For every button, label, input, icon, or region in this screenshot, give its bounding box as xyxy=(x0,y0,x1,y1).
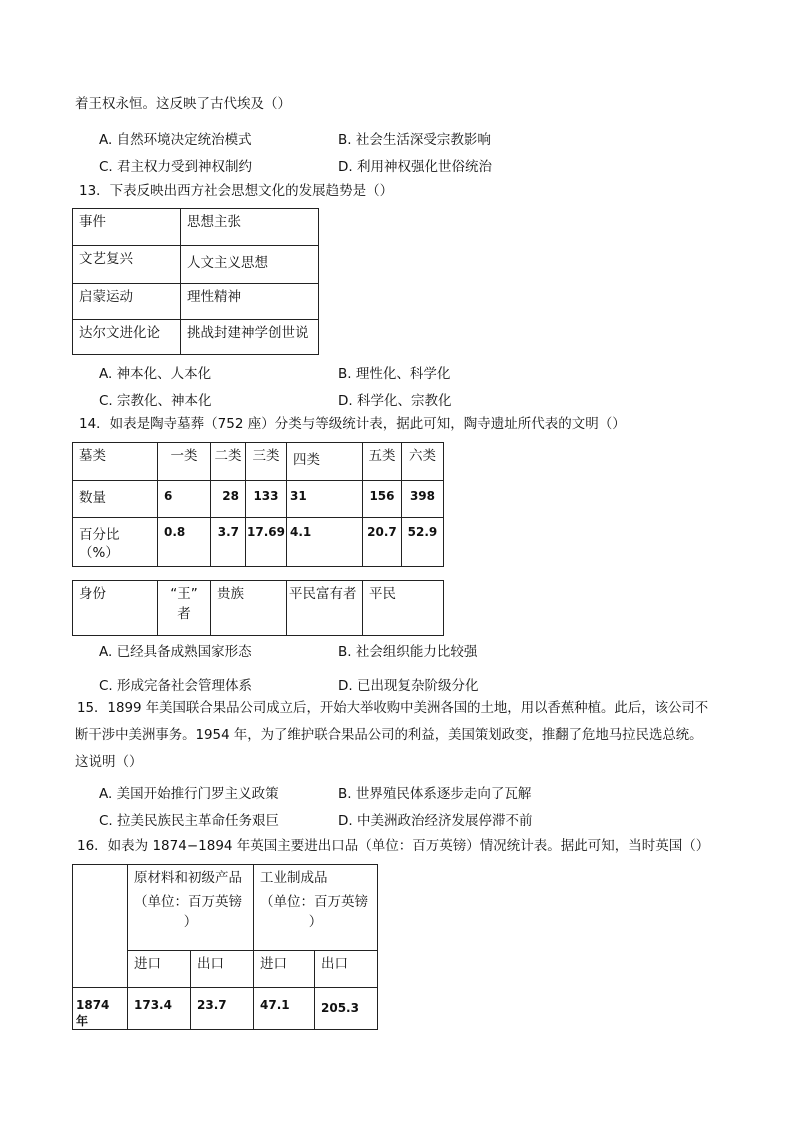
table-cell: 47.1 xyxy=(254,988,315,1030)
table-cell: 173.4 xyxy=(128,988,191,1030)
table-cell: 1874 年 xyxy=(73,988,128,1030)
q14-option-a[interactable]: A. 已经具备成熟国家形态 xyxy=(99,644,252,660)
q12-option-b[interactable]: B. 社会生活深受宗教影响 xyxy=(338,132,491,148)
q13-option-c[interactable]: C. 宗教化、神本化 xyxy=(99,393,212,409)
table-cell: 398 xyxy=(401,481,443,518)
table-cell: 事件 xyxy=(73,209,181,246)
table-cell: 达尔文进化论 xyxy=(73,320,181,355)
table-cell: 进口 xyxy=(128,951,191,988)
table-cell: 三类 xyxy=(246,443,287,481)
table-cell: 156 xyxy=(362,481,401,518)
table-cell: 17.69 xyxy=(246,518,287,567)
q14-option-d[interactable]: D. 已出现复杂阶级分化 xyxy=(338,678,479,694)
table-cell: 人文主义思想 xyxy=(181,246,319,284)
table-cell: 墓类 xyxy=(73,443,158,481)
table-cell: 3.7 xyxy=(211,518,246,567)
q12-stem-tail: 着王权永恒。这反映了古代埃及（） xyxy=(75,96,291,112)
q15-stem-line1: 15．1899 年美国联合果品公司成立后，开始大举收购中美洲各国的土地，用以香蕉种植。此后，该公司不 xyxy=(77,701,709,716)
table-cell: 四类 xyxy=(286,443,362,481)
q14-stem: 14．如表是陶寺墓葬（752 座）分类与等级统计表，据此可知，陶寺遗址所代表的文明（） xyxy=(79,416,626,432)
q16-stem: 16．如表为 1874−1894 年英国主要进出口品（单位：百万英镑）情况统计表。据此可知，当时英国（） xyxy=(77,838,710,854)
table-cell: 百分比（%） xyxy=(73,518,158,567)
q15-stem-line2: 断干涉中美洲事务。1954 年，为了维护联合果品公司的利益，美国策划政变，推翻了危地马拉民选总统。 xyxy=(75,728,703,743)
table-cell: 六类 xyxy=(401,443,443,481)
table-cell: 二类 xyxy=(211,443,246,481)
q14-table-counts xyxy=(72,442,444,567)
q13-option-b[interactable]: B. 理性化、科学化 xyxy=(338,366,451,382)
table-cell: 20.7 xyxy=(362,518,401,567)
q12-option-a[interactable]: A. 自然环境决定统治模式 xyxy=(99,132,252,148)
q16-table xyxy=(72,864,378,1030)
table-cell: 6 xyxy=(158,481,211,518)
q15-option-b[interactable]: B. 世界殖民体系逐步走向了瓦解 xyxy=(338,786,532,802)
table-cell: 133 xyxy=(246,481,287,518)
q15-option-a[interactable]: A. 美国开始推行门罗主义政策 xyxy=(99,786,279,802)
table-cell: 五类 xyxy=(362,443,401,481)
table-cell xyxy=(73,865,128,988)
q15-option-d[interactable]: D. 中美洲政治经济发展停滞不前 xyxy=(338,813,533,829)
table-cell: 出口 xyxy=(191,951,254,988)
table-cell: 出口 xyxy=(315,951,378,988)
q13-option-d[interactable]: D. 科学化、宗教化 xyxy=(338,393,452,409)
table-cell: 启蒙运动 xyxy=(73,284,181,320)
q15-option-c[interactable]: C. 拉美民族民主革命任务艰巨 xyxy=(99,813,280,829)
table-cell: 工业制成品 （单位：百万英镑 ） xyxy=(254,865,378,951)
q12-option-c[interactable]: C. 君主权力受到神权制约 xyxy=(99,159,253,175)
q14-option-b[interactable]: B. 社会组织能力比较强 xyxy=(338,644,478,660)
table-cell: 一类 xyxy=(158,443,211,481)
table-cell: 28 xyxy=(211,481,246,518)
table-cell: 31 xyxy=(286,481,362,518)
table-cell: 思想主张 xyxy=(181,209,319,246)
table-cell: “王” 者 xyxy=(158,581,211,636)
q14-option-c[interactable]: C. 形成完备社会管理体系 xyxy=(99,678,253,694)
table-cell: 数量 xyxy=(73,481,158,518)
table-cell: 平民富有者 xyxy=(287,581,363,636)
table-cell: 52.9 xyxy=(401,518,443,567)
table-cell: 平民 xyxy=(363,581,444,636)
table-cell: 挑战封建神学创世说 xyxy=(181,320,319,355)
q13-option-a[interactable]: A. 神本化、人本化 xyxy=(99,366,212,382)
table-cell: 0.8 xyxy=(158,518,211,567)
table-cell: 原材料和初级产品 （单位：百万英镑 ） xyxy=(128,865,254,951)
q13-stem: 13．下表反映出西方社会思想文化的发展趋势是（） xyxy=(79,183,394,199)
table-cell: 贵族 xyxy=(211,581,287,636)
table-cell: 进口 xyxy=(254,951,315,988)
q13-table xyxy=(72,208,319,355)
q14-table-identity xyxy=(72,580,444,636)
q15-stem-line3: 这说明（） xyxy=(75,754,143,770)
table-cell: 理性精神 xyxy=(181,284,319,320)
q12-option-d[interactable]: D. 利用神权强化世俗统治 xyxy=(338,159,492,175)
table-cell: 23.7 xyxy=(191,988,254,1030)
table-cell: 205.3 xyxy=(315,988,378,1030)
table-cell: 身份 xyxy=(73,581,158,636)
table-cell: 文艺复兴 xyxy=(73,246,181,284)
table-cell: 4.1 xyxy=(286,518,362,567)
